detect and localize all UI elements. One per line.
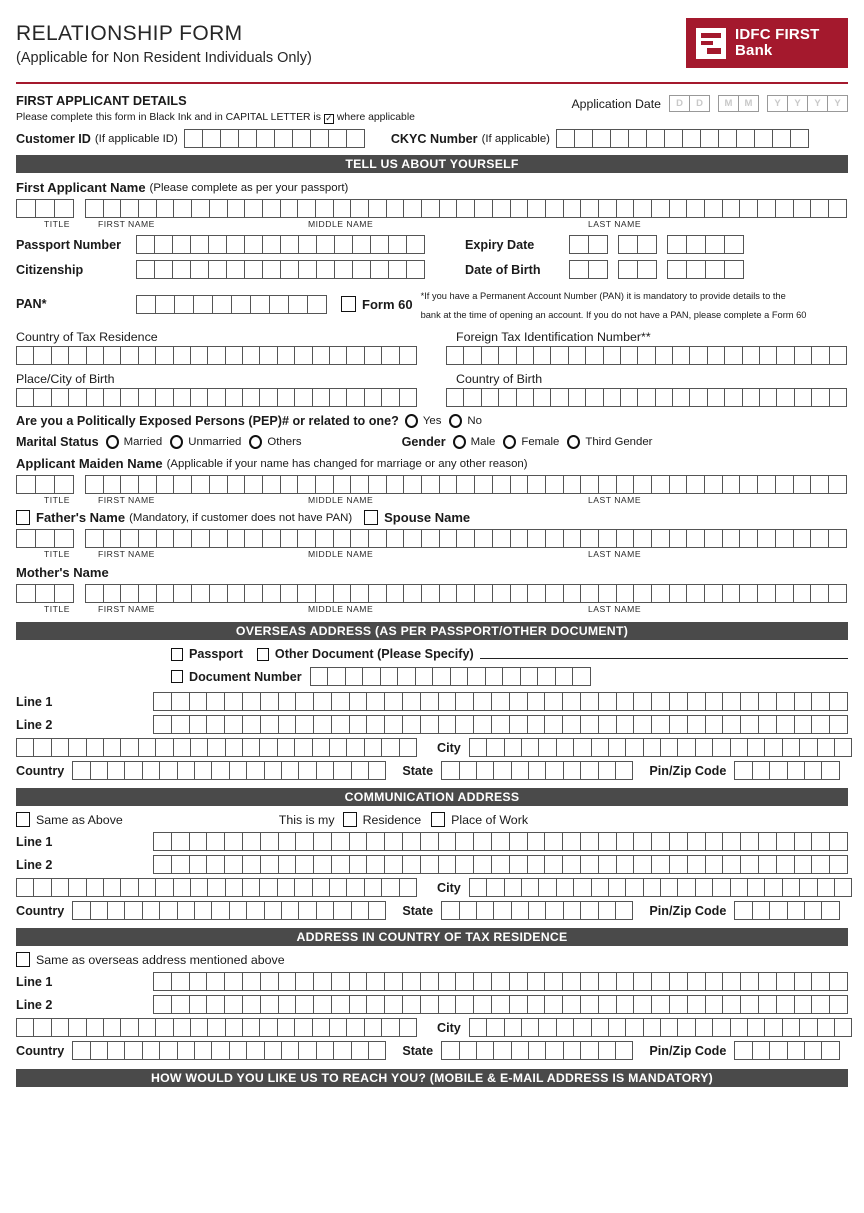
comm-line2-input[interactable] bbox=[153, 855, 848, 874]
passport-checkbox[interactable] bbox=[171, 648, 183, 661]
logo-line-2: Bank bbox=[735, 42, 773, 59]
tax-country-label: Country bbox=[16, 1043, 65, 1058]
tax-same-as-overseas-label: Same as overseas address mentioned above bbox=[36, 952, 285, 967]
application-date-yyyy[interactable]: Y Y Y Y bbox=[767, 95, 848, 112]
mother-name-input[interactable] bbox=[85, 584, 847, 603]
mother-name-captions bbox=[16, 604, 848, 614]
pep-row bbox=[16, 414, 848, 428]
logo-line-1: IDFC FIRST bbox=[735, 26, 820, 44]
citizenship-input[interactable] bbox=[136, 260, 425, 279]
comm-line1-input[interactable] bbox=[153, 832, 848, 851]
fathers-name-label: Father's Name bbox=[36, 510, 126, 526]
country-of-tax-residence-input[interactable] bbox=[16, 346, 417, 365]
ckyc-label: CKYC Number bbox=[390, 131, 478, 146]
date-of-birth-label: Date of Birth bbox=[465, 262, 541, 277]
application-date-mm[interactable]: M M bbox=[718, 95, 759, 112]
comm-country-input[interactable] bbox=[72, 901, 386, 920]
tax-city-label: City bbox=[436, 1020, 461, 1035]
comm-country-state-pin-row bbox=[16, 901, 848, 920]
caption-last: LAST NAME bbox=[588, 604, 642, 615]
document-number-checkbox[interactable] bbox=[171, 670, 183, 683]
applicant-title-input[interactable] bbox=[16, 199, 74, 218]
pep-yes-radio[interactable] bbox=[405, 414, 418, 428]
gender-female-label: Female bbox=[521, 436, 560, 449]
comm-line3-city-row bbox=[16, 878, 848, 897]
other-document-label: Other Document (Please Specify) bbox=[274, 647, 474, 662]
gender-third-label: Third Gender bbox=[585, 436, 653, 449]
caption-middle: MIDDLE NAME bbox=[308, 219, 374, 229]
comm-place-of-work-checkbox[interactable] bbox=[431, 812, 445, 827]
comm-line1-label: Line 1 bbox=[16, 834, 53, 849]
dob-yyyy[interactable] bbox=[667, 260, 744, 279]
pep-no-radio[interactable] bbox=[449, 414, 462, 428]
tax-same-as-overseas-checkbox[interactable] bbox=[16, 952, 30, 967]
tax-line1-input[interactable] bbox=[153, 972, 848, 991]
application-date-label: Application Date bbox=[571, 96, 661, 111]
caption-last: LAST NAME bbox=[588, 549, 642, 560]
first-applicant-details-heading: FIRST APPLICANT DETAILS bbox=[16, 93, 187, 108]
gender-label: Gender bbox=[401, 435, 446, 450]
comm-state-input[interactable] bbox=[441, 901, 633, 920]
comm-city-label: City bbox=[436, 880, 461, 895]
overseas-pin-label: Pin/Zip Code bbox=[649, 763, 727, 778]
page-subtitle: (Applicable for Non Resident Individuals Only) bbox=[16, 50, 312, 67]
section-header-communication-address: COMMUNICATION ADDRESS bbox=[16, 788, 848, 806]
communication-options-row bbox=[16, 812, 848, 827]
ckyc-input[interactable] bbox=[556, 129, 809, 148]
overseas-state-label: State bbox=[402, 763, 434, 778]
comm-state-label: State bbox=[402, 903, 434, 918]
applicant-name-label: First Applicant Name bbox=[16, 180, 146, 195]
tax-pin-input[interactable] bbox=[734, 1041, 839, 1060]
document-number-label: Document Number bbox=[189, 669, 302, 684]
citizenship-label: Citizenship bbox=[16, 262, 84, 277]
tax-line1-label: Line 1 bbox=[16, 974, 53, 989]
maiden-name-label: Applicant Maiden Name bbox=[16, 456, 163, 472]
caption-middle: MIDDLE NAME bbox=[308, 604, 374, 615]
caption-first: FIRST NAME bbox=[98, 604, 155, 615]
maiden-name-note: (Applicable if your name has changed for marriage or any other reason) bbox=[166, 457, 528, 470]
caption-last: LAST NAME bbox=[588, 495, 642, 506]
father-spouse-block bbox=[16, 510, 848, 559]
caption-middle: MIDDLE NAME bbox=[308, 495, 374, 506]
overseas-country-input[interactable] bbox=[72, 761, 386, 780]
place-city-of-birth-input[interactable] bbox=[16, 388, 417, 407]
overseas-country-label: Country bbox=[16, 763, 65, 778]
passport-number-label: Passport Number bbox=[16, 237, 121, 252]
logo-text bbox=[735, 27, 820, 59]
tax-line2-label: Line 2 bbox=[16, 997, 53, 1012]
comm-line3-input[interactable] bbox=[16, 878, 417, 897]
marital-gender-row bbox=[16, 435, 848, 449]
this-is-my-label: This is my bbox=[278, 812, 335, 827]
tax-residence-ftin-labels bbox=[16, 330, 848, 344]
gender-third-radio[interactable] bbox=[567, 435, 580, 449]
tax-line2-row bbox=[16, 995, 848, 1014]
caption-last: LAST NAME bbox=[588, 219, 642, 229]
applicant-name-block bbox=[16, 180, 848, 229]
pep-yes-label: Yes bbox=[422, 415, 442, 428]
gender-male-label: Male bbox=[470, 436, 496, 449]
application-date-group bbox=[571, 93, 848, 112]
passport-number-input[interactable] bbox=[136, 235, 425, 254]
comm-place-of-work-label: Place of Work bbox=[451, 812, 529, 827]
marital-others-radio[interactable] bbox=[249, 435, 262, 449]
first-applicant-details-block bbox=[16, 93, 848, 123]
instruction-text-post: where applicable bbox=[336, 112, 415, 123]
expiry-date-label: Expiry Date bbox=[465, 237, 535, 252]
overseas-country-state-pin-row bbox=[16, 761, 848, 780]
other-document-checkbox[interactable] bbox=[257, 648, 269, 661]
pan-row bbox=[16, 285, 848, 323]
overseas-line1-row bbox=[16, 692, 848, 711]
pep-question-label: Are you a Politically Exposed Persons (PEP)# or related to one? bbox=[16, 414, 399, 429]
overseas-line1-input[interactable] bbox=[153, 692, 848, 711]
other-document-specify-line[interactable] bbox=[480, 658, 848, 659]
dob-mm[interactable] bbox=[618, 260, 657, 279]
overseas-line1-label: Line 1 bbox=[16, 694, 53, 709]
gender-female-radio[interactable] bbox=[503, 435, 516, 449]
caption-first: FIRST NAME bbox=[98, 219, 155, 229]
comm-same-as-above-label: Same as Above bbox=[36, 812, 123, 827]
idfc-first-bank-logo bbox=[686, 18, 848, 68]
form-60-checkbox[interactable] bbox=[341, 296, 356, 312]
passport-checkbox-label: Passport bbox=[189, 647, 243, 662]
bank-mark-icon bbox=[696, 28, 726, 59]
mother-title-input[interactable] bbox=[16, 584, 74, 603]
comm-pin-label: Pin/Zip Code bbox=[649, 903, 727, 918]
instruction-text-pre: Please complete this form in Black Ink and in CAPITAL LETTER is bbox=[16, 112, 321, 123]
marital-married-radio[interactable] bbox=[106, 435, 119, 449]
pan-footnote-line-1: *If you have a Permanent Account Number (PAN) it is mandatory to provide details to the bbox=[420, 291, 786, 301]
application-date-dd[interactable]: D D bbox=[669, 95, 710, 112]
ftin-label: Foreign Tax Identification Number** bbox=[456, 330, 651, 345]
overseas-state-input[interactable] bbox=[441, 761, 633, 780]
pan-footnote bbox=[421, 285, 807, 323]
comm-city-input[interactable] bbox=[469, 878, 853, 897]
document-number-input[interactable] bbox=[310, 667, 591, 686]
tax-city-input[interactable] bbox=[469, 1018, 853, 1037]
overseas-line2-label: Line 2 bbox=[16, 717, 53, 732]
mothers-name-label: Mother's Name bbox=[16, 565, 109, 581]
applicant-name-note: (Please complete as per your passport) bbox=[149, 181, 349, 194]
marital-unmarried-radio[interactable] bbox=[170, 435, 183, 449]
overseas-doc-number-row bbox=[16, 667, 848, 686]
comm-same-as-above-checkbox[interactable] bbox=[16, 812, 30, 827]
overseas-doc-type-row bbox=[16, 647, 848, 661]
marital-status-label: Marital Status bbox=[16, 435, 99, 450]
comm-pin-input[interactable] bbox=[734, 901, 839, 920]
marital-others-label: Others bbox=[267, 436, 302, 449]
spouse-name-label: Spouse Name bbox=[384, 510, 471, 526]
tax-country-state-pin-row bbox=[16, 1041, 848, 1060]
section-header-tell-us: TELL US ABOUT YOURSELF bbox=[16, 155, 848, 173]
comm-line1-row bbox=[16, 832, 848, 851]
father-spouse-captions bbox=[16, 549, 848, 559]
tax-state-label: State bbox=[402, 1043, 434, 1058]
form-header bbox=[16, 0, 848, 68]
caption-title: TITLE bbox=[44, 604, 70, 615]
tax-line2-input[interactable] bbox=[153, 995, 848, 1014]
overseas-line2-input[interactable] bbox=[153, 715, 848, 734]
overseas-pin-input[interactable] bbox=[734, 761, 839, 780]
checkmark-icon: ✓ bbox=[325, 113, 333, 123]
tax-same-as-overseas-row bbox=[16, 952, 848, 967]
caption-title: TITLE bbox=[44, 549, 70, 560]
brand-divider bbox=[16, 82, 848, 84]
citizenship-dob-row bbox=[16, 260, 848, 279]
passport-expiry-row bbox=[16, 235, 848, 254]
customer-id-note: (If applicable ID) bbox=[94, 132, 178, 145]
customer-id-row bbox=[16, 129, 848, 148]
comm-residence-label: Residence bbox=[362, 812, 422, 827]
tax-country-input[interactable] bbox=[72, 1041, 386, 1060]
caption-title: TITLE bbox=[44, 219, 70, 229]
overseas-line3-input[interactable] bbox=[16, 738, 417, 757]
fathers-name-checkbox[interactable] bbox=[16, 510, 30, 525]
section-header-overseas-address: OVERSEAS ADDRESS (AS PER PASSPORT/OTHER DOCUMENT) bbox=[16, 622, 848, 640]
comm-line2-label: Line 2 bbox=[16, 857, 53, 872]
country-of-tax-residence-label: Country of Tax Residence bbox=[16, 330, 158, 345]
tax-line1-row bbox=[16, 972, 848, 991]
section-header-tax-residence-address: ADDRESS IN COUNTRY OF TAX RESIDENCE bbox=[16, 928, 848, 946]
form-60-label: Form 60 bbox=[362, 296, 413, 312]
customer-id-input[interactable] bbox=[184, 129, 365, 148]
applicant-name-captions bbox=[16, 219, 848, 229]
tax-line3-city-row bbox=[16, 1018, 848, 1037]
caption-first: FIRST NAME bbox=[98, 549, 155, 560]
mother-name-block bbox=[16, 565, 848, 614]
place-city-of-birth-label: Place/City of Birth bbox=[16, 372, 115, 387]
father-spouse-title-input[interactable] bbox=[16, 529, 74, 548]
tax-line3-input[interactable] bbox=[16, 1018, 417, 1037]
tax-state-input[interactable] bbox=[441, 1041, 633, 1060]
dob-dd[interactable] bbox=[569, 260, 608, 279]
applicant-name-input[interactable] bbox=[85, 199, 847, 218]
birth-labels bbox=[16, 372, 848, 386]
overseas-line2-row bbox=[16, 715, 848, 734]
caption-title: TITLE bbox=[44, 495, 70, 506]
father-spouse-name-input[interactable] bbox=[85, 529, 847, 548]
section-header-reach-you: HOW WOULD YOU LIKE US TO REACH YOU? (MOBILE & E-MAIL ADDRESS IS MANDATORY) bbox=[16, 1069, 848, 1087]
maiden-title-input[interactable] bbox=[16, 475, 74, 494]
comm-line2-row bbox=[16, 855, 848, 874]
marital-unmarried-label: Unmarried bbox=[188, 436, 242, 449]
page-title: RELATIONSHIP FORM bbox=[16, 22, 243, 45]
comm-residence-checkbox[interactable] bbox=[343, 812, 357, 827]
maiden-name-input[interactable] bbox=[85, 475, 847, 494]
overseas-line3-city-row bbox=[16, 738, 848, 757]
expiry-date-mm[interactable] bbox=[618, 235, 657, 254]
pan-input[interactable] bbox=[136, 295, 327, 314]
overseas-city-label: City bbox=[436, 740, 461, 755]
spouse-name-checkbox[interactable] bbox=[364, 510, 378, 525]
instruction-line bbox=[16, 112, 571, 123]
pan-label: PAN* bbox=[16, 297, 47, 312]
birth-inputs bbox=[16, 388, 848, 407]
marital-married-label: Married bbox=[123, 436, 163, 449]
pep-no-label: No bbox=[467, 415, 482, 428]
customer-id-label: Customer ID bbox=[16, 131, 91, 146]
expiry-date-dd[interactable] bbox=[569, 235, 608, 254]
fathers-name-note: (Mandatory, if customer does not have PAN) bbox=[129, 511, 353, 524]
country-of-birth-input[interactable] bbox=[446, 388, 847, 407]
title-block bbox=[16, 18, 312, 66]
country-of-birth-label: Country of Birth bbox=[456, 372, 543, 387]
pan-footnote-line-2: bank at the time of opening an account. If you do not have a PAN, please complete a Form 60 bbox=[420, 310, 807, 321]
ckyc-note: (If applicable) bbox=[481, 132, 550, 145]
caption-middle: MIDDLE NAME bbox=[308, 549, 374, 560]
maiden-name-captions bbox=[16, 495, 848, 505]
gender-male-radio[interactable] bbox=[453, 435, 466, 449]
expiry-date-yyyy[interactable] bbox=[667, 235, 744, 254]
tax-residence-ftin-inputs bbox=[16, 346, 848, 365]
tax-pin-label: Pin/Zip Code bbox=[649, 1043, 727, 1058]
ftin-input[interactable] bbox=[446, 346, 847, 365]
caption-first: FIRST NAME bbox=[98, 495, 155, 506]
maiden-name-block bbox=[16, 456, 848, 505]
comm-country-label: Country bbox=[16, 903, 65, 918]
overseas-city-input[interactable] bbox=[469, 738, 853, 757]
